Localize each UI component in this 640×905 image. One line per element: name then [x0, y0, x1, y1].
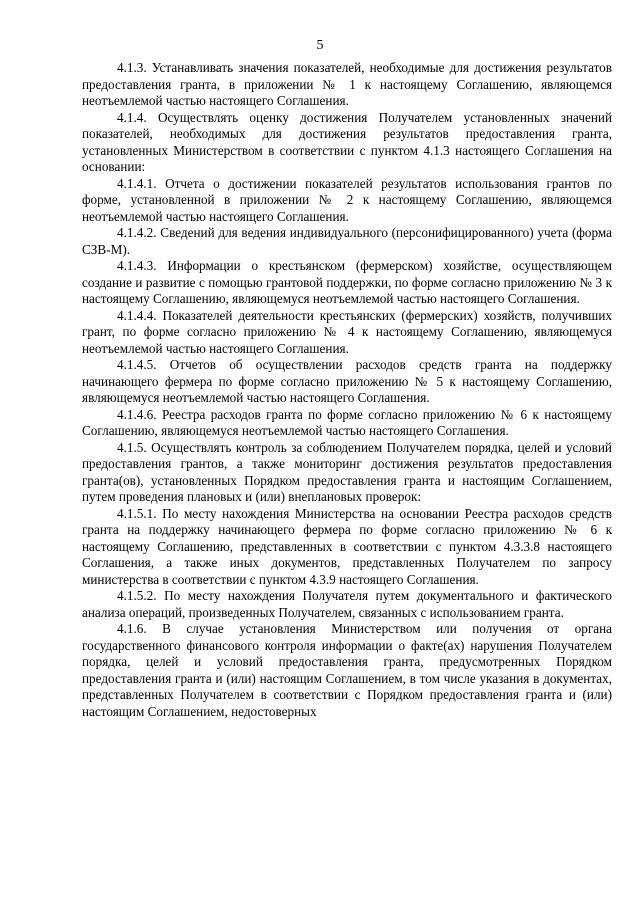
- paragraph-4-1-4-5: 4.1.4.5. Отчетов об осуществлении расходов средств гранта на поддержку начинающего фермера по форме согласно приложению № 5 к настоящему Соглашению, являющемуся неотъемлемой частью настоящего Соглашения.: [82, 357, 612, 405]
- page-number: 5: [316, 38, 324, 53]
- paragraph-4-1-4-2: 4.1.4.2. Сведений для ведения индивидуального (персонифицированного) учета (форма СЗВ-М).: [82, 225, 612, 257]
- document-body: [82, 60, 612, 720]
- paragraph-4-1-5: 4.1.5. Осуществлять контроль за соблюдением Получателем порядка, целей и условий предоставления грантов, а также мониторинг достижения результатов предоставления гранта(ов), установленных Порядком предоставления гранта и настоящим Соглашением, путем проведения плановых и (или) внеплановых проверок:: [82, 439, 612, 504]
- paragraph-4-1-5-1: 4.1.5.1. По месту нахождения Министерства на основании Реестра расходов средств гранта на поддержку начинающего фермера по форме согласно приложению № 6 к настоящему Соглашению, представленных в соответствии с пунктом 4.3.3.8 настоящего Соглашения, а также иных документов, представленных Получателем по запросу министерства в соответствии с пунктом 4.3.9 настоящего Соглашения.: [82, 505, 612, 587]
- paragraph-4-1-4-4: 4.1.4.4. Показателей деятельности крестьянских (фермерских) хозяйств, получивших грант, по форме согласно приложению № 4 к настоящему Соглашению, являющемуся неотъемлемой частью настоящего Соглашения.: [82, 307, 612, 356]
- paragraph-4-1-4: 4.1.4. Осуществлять оценку достижения Получателем установленных значений показателей, необходимых для достижения результатов предоставления гранта, установленных Министерством в соответствии с пунктом 4.1.3 настоящего Соглашения на основании:: [82, 109, 612, 174]
- paragraph-4-1-3: 4.1.3. Устанавливать значения показателей, необходимые для достижения результатов предоставления гранта, в приложении № 1 к настоящему Соглашению, являющемся неотъемлемой частью настоящего Соглашения.: [82, 60, 612, 108]
- paragraph-4-1-4-3: 4.1.4.3. Информации о крестьянском (фермерском) хозяйстве, осуществляющем создание и развитие с помощью грантовой поддержки, по форме согласно приложению № 3 к настоящему Соглашению, являющемуся неотъемлемой частью настоящего Соглашения.: [82, 258, 612, 306]
- paragraph-4-1-5-2: 4.1.5.2. По месту нахождения Получателя путем документального и фактического анализа операций, произведенных Получателем, связанных с использованием гранта.: [82, 588, 612, 620]
- paragraph-4-1-6: 4.1.6. В случае установления Министерством или получения от органа государственного финансового контроля информации о факте(ах) нарушения Получателем порядка, целей и условий предоставления гранта, предусмотренных Порядком предоставления гранта и (или) настоящим Соглашением, в том числе указания в документах, представленных Получателем в соответствии с Порядком предоставления гранта и (или) настоящим Соглашением, недостоверных: [82, 621, 612, 719]
- paragraph-4-1-4-6: 4.1.4.6. Реестра расходов гранта по форме согласно приложению № 6 к настоящему Соглашению, являющемуся неотъемлемой частью настоящего Соглашения.: [82, 406, 612, 438]
- paragraph-4-1-4-1: 4.1.4.1. Отчета о достижении показателей результатов использования грантов по форме, установленной в приложении № 2 к настоящему Соглашению, являющемся неотъемлемой частью настоящего Соглашения.: [82, 175, 612, 224]
